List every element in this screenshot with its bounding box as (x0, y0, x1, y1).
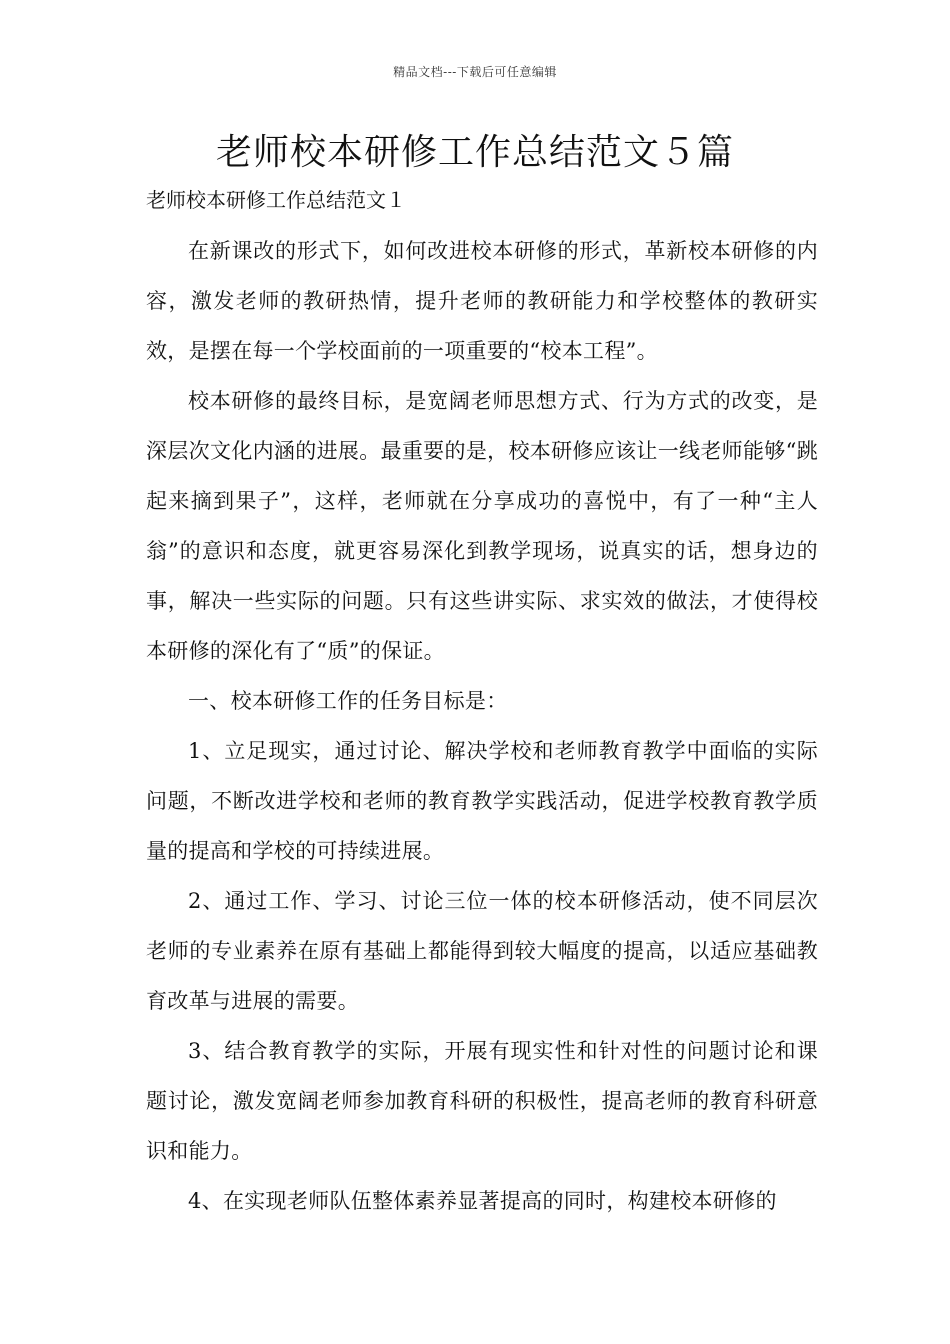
section-subtitle: 老师校本研修工作总结范文１ (146, 188, 406, 212)
document-title: 老师校本研修工作总结范文５篇 (215, 132, 734, 173)
list-item-4: 4、在实现老师队伍整体素养显著提高的同时，构建校本研修的 (188, 1189, 777, 1213)
document-body (146, 226, 818, 1226)
section-heading-tasks: 一、校本研修工作的任务目标是： (188, 689, 508, 713)
list-item-2: 2、通过工作、学习、讨论三位一体的校本研修活动，使不同层次老师的专业素养在原有基础上都能得到较大幅度的提高，以适应基础教育改革与进展的需要。 (146, 889, 818, 1013)
page-header: 精品文档---下载后可任意编辑 (393, 65, 557, 79)
list-item-1: 1、立足现实，通过讨论、解决学校和老师教育教学中面临的实际问题，不断改进学校和老师的教育教学实践活动，促进学校教育教学质量的提高和学校的可持续进展。 (146, 739, 818, 863)
list-item-3: 3、结合教育教学的实际，开展有现实性和针对性的问题讨论和课题讨论，激发宽阔老师参加教育科研的积极性，提高老师的教育科研意识和能力。 (146, 1039, 818, 1163)
paragraph-intro: 在新课改的形式下，如何改进校本研修的形式，革新校本研修的内容，激发老师的教研热情，提升老师的教研能力和学校整体的教研实效，是摆在每一个学校面前的一项重要的“校本工程”。 (146, 239, 818, 363)
paragraph-goal: 校本研修的最终目标，是宽阔老师思想方式、行为方式的改变，是深层次文化内涵的进展。最重要的是，校本研修应该让一线老师能够“跳起来摘到果子”，这样，老师就在分享成功的喜悦中，有了一种“主人翁”的意识和态度，就更容易深化到教学现场，说真实的话，想身边的事，解决一些实际的问题。只有这些讲实际、求实效的做法，才使得校本研修的深化有了“质”的保证。 (146, 389, 818, 663)
